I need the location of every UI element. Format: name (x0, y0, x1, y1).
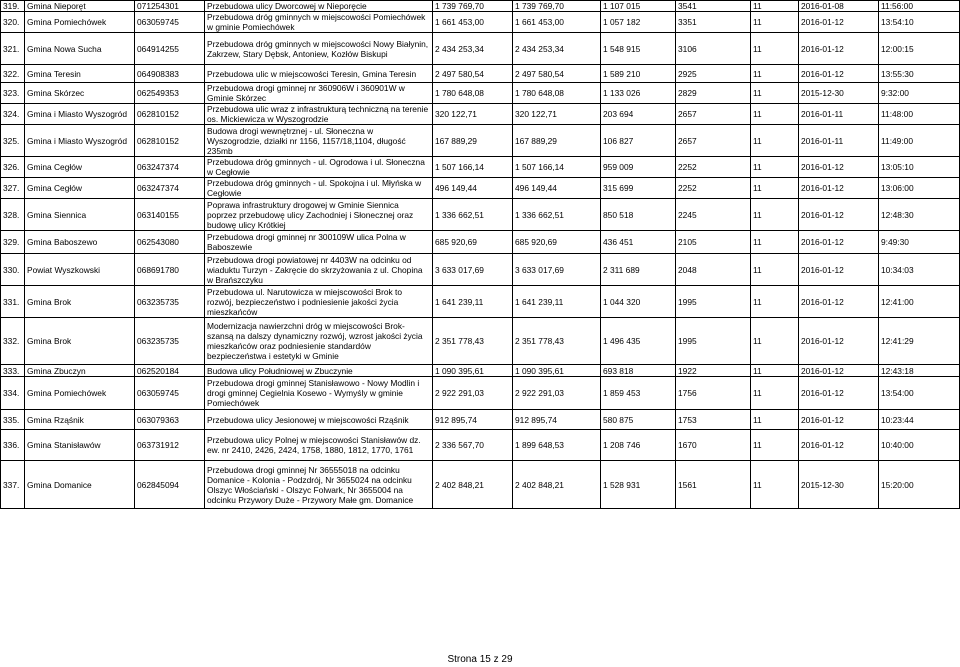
project-title-cell: Poprawa infrastruktury drogowej w Gminie Siennica poprzez przebudowę ulicy Zachodniej i Słonecznej oraz budowę ulicy Krótkiej (205, 199, 433, 231)
submission-time-cell: 11:48:00 (879, 104, 960, 125)
points-cell: 2245 (676, 199, 751, 231)
regon-cell: 062845094 (135, 461, 205, 509)
criteria-cell: 11 (751, 65, 799, 83)
criteria-cell: 11 (751, 430, 799, 461)
table-row (1, 1, 960, 12)
applicant-cell: Gmina Teresin (25, 65, 135, 83)
project-title-cell: Przebudowa ulic wraz z infrastrukturą techniczną na terenie os. Mickiewicza w Wyszogrodzie (205, 104, 433, 125)
project-title-cell: Przebudowa dróg gminnych - ul. Ogrodowa i ul. Słoneczna w Cegłowie (205, 157, 433, 178)
points-cell: 1753 (676, 410, 751, 430)
regon-cell: 062810152 (135, 104, 205, 125)
eligible-cost-cell: 912 895,74 (513, 410, 601, 430)
project-title-cell: Przebudowa ulicy Dworcowej w Nieporęcie (205, 1, 433, 12)
regon-cell: 063079363 (135, 410, 205, 430)
project-title-cell: Modernizacja nawierzchni dróg w miejscowości Brok-szansą na dalszy dynamiczny rozwój, wzrost jakości życia mieszkańców oraz podniesienie standardów bezpieczeństwa i estetyki w Gminie (205, 318, 433, 365)
table-row (1, 430, 960, 461)
row-number-cell: 337. (1, 461, 25, 509)
table-row (1, 104, 960, 125)
regon-cell: 063235735 (135, 286, 205, 318)
table-row (1, 365, 960, 377)
applicant-cell: Gmina Brok (25, 286, 135, 318)
applicant-cell: Gmina Nowa Sucha (25, 33, 135, 65)
total-cost-cell: 2 402 848,21 (433, 461, 513, 509)
total-cost-cell: 1 090 395,61 (433, 365, 513, 377)
applicant-cell: Gmina i Miasto Wyszogród (25, 125, 135, 157)
submission-time-cell: 13:54:10 (879, 12, 960, 33)
subsidy-amount-cell: 850 518 (601, 199, 676, 231)
submission-time-cell: 10:34:03 (879, 254, 960, 286)
criteria-cell: 11 (751, 178, 799, 199)
total-cost-cell: 2 922 291,03 (433, 377, 513, 410)
page-footer: Strona 15 z 29 (447, 654, 513, 665)
regon-cell: 064914255 (135, 33, 205, 65)
submission-date-cell: 2016-01-08 (799, 1, 879, 12)
criteria-cell: 11 (751, 410, 799, 430)
total-cost-cell: 496 149,44 (433, 178, 513, 199)
submission-time-cell: 12:48:30 (879, 199, 960, 231)
row-number-cell: 319. (1, 1, 25, 12)
submission-time-cell: 12:41:00 (879, 286, 960, 318)
row-number-cell: 330. (1, 254, 25, 286)
subsidy-amount-cell: 1 057 182 (601, 12, 676, 33)
subsidy-amount-cell: 436 451 (601, 231, 676, 254)
submission-time-cell: 13:55:30 (879, 65, 960, 83)
row-number-cell: 332. (1, 318, 25, 365)
eligible-cost-cell: 1 641 239,11 (513, 286, 601, 318)
criteria-cell: 11 (751, 199, 799, 231)
total-cost-cell: 1 641 239,11 (433, 286, 513, 318)
criteria-cell: 11 (751, 157, 799, 178)
eligible-cost-cell: 1 336 662,51 (513, 199, 601, 231)
project-title-cell: Przebudowa dróg gminnych w miejscowości Nowy Białynin, Zakrzew, Stary Dębsk, Antoniew, Kozłów Biskupi (205, 33, 433, 65)
table-row (1, 125, 960, 157)
points-cell: 2657 (676, 104, 751, 125)
eligible-cost-cell: 685 920,69 (513, 231, 601, 254)
submission-date-cell: 2015-12-30 (799, 83, 879, 104)
total-cost-cell: 2 497 580,54 (433, 65, 513, 83)
criteria-cell: 11 (751, 125, 799, 157)
submission-time-cell: 9:49:30 (879, 231, 960, 254)
total-cost-cell: 1 336 662,51 (433, 199, 513, 231)
total-cost-cell: 1 661 453,00 (433, 12, 513, 33)
criteria-cell: 11 (751, 12, 799, 33)
eligible-cost-cell: 2 351 778,43 (513, 318, 601, 365)
points-cell: 3351 (676, 12, 751, 33)
eligible-cost-cell: 1 739 769,70 (513, 1, 601, 12)
eligible-cost-cell: 496 149,44 (513, 178, 601, 199)
applicant-cell: Gmina i Miasto Wyszogród (25, 104, 135, 125)
criteria-cell: 11 (751, 365, 799, 377)
eligible-cost-cell: 3 633 017,69 (513, 254, 601, 286)
points-cell: 1995 (676, 286, 751, 318)
points-cell: 1756 (676, 377, 751, 410)
submission-time-cell: 13:54:00 (879, 377, 960, 410)
regon-cell: 062520184 (135, 365, 205, 377)
submission-date-cell: 2016-01-12 (799, 65, 879, 83)
table-row (1, 254, 960, 286)
subsidy-amount-cell: 580 875 (601, 410, 676, 430)
project-title-cell: Przebudowa drogi powiatowej nr 4403W na odcinku od wiaduktu Turzyn - Zakręcie do skrzyżowania z ul. Chopina w Brańszczyku (205, 254, 433, 286)
points-cell: 2657 (676, 125, 751, 157)
submission-time-cell: 11:56:00 (879, 1, 960, 12)
points-cell: 2048 (676, 254, 751, 286)
submission-date-cell: 2016-01-12 (799, 365, 879, 377)
submission-time-cell: 12:41:29 (879, 318, 960, 365)
submission-date-cell: 2016-01-12 (799, 199, 879, 231)
points-cell: 2105 (676, 231, 751, 254)
total-cost-cell: 2 434 253,34 (433, 33, 513, 65)
row-number-cell: 333. (1, 365, 25, 377)
submission-time-cell: 12:43:18 (879, 365, 960, 377)
project-title-cell: Przebudowa ulic w miejscowości Teresin, Gmina Teresin (205, 65, 433, 83)
row-number-cell: 328. (1, 199, 25, 231)
table-row (1, 83, 960, 104)
applicant-cell: Gmina Stanisławów (25, 430, 135, 461)
applicant-cell: Gmina Baboszewo (25, 231, 135, 254)
criteria-cell: 11 (751, 83, 799, 104)
total-cost-cell: 2 336 567,70 (433, 430, 513, 461)
criteria-cell: 11 (751, 1, 799, 12)
points-cell: 2925 (676, 65, 751, 83)
criteria-cell: 11 (751, 286, 799, 318)
table-body (1, 1, 960, 509)
total-cost-cell: 912 895,74 (433, 410, 513, 430)
submission-date-cell: 2016-01-12 (799, 33, 879, 65)
regon-cell: 062543080 (135, 231, 205, 254)
regon-cell: 062810152 (135, 125, 205, 157)
eligible-cost-cell: 320 122,71 (513, 104, 601, 125)
submission-date-cell: 2016-01-12 (799, 430, 879, 461)
row-number-cell: 336. (1, 430, 25, 461)
row-number-cell: 334. (1, 377, 25, 410)
eligible-cost-cell: 2 434 253,34 (513, 33, 601, 65)
applicant-cell: Gmina Zbuczyn (25, 365, 135, 377)
subsidy-amount-cell: 693 818 (601, 365, 676, 377)
total-cost-cell: 167 889,29 (433, 125, 513, 157)
subsidy-amount-cell: 1 208 746 (601, 430, 676, 461)
submission-date-cell: 2016-01-12 (799, 231, 879, 254)
regon-cell: 063247374 (135, 157, 205, 178)
subsidy-amount-cell: 1 859 453 (601, 377, 676, 410)
submission-date-cell: 2016-01-11 (799, 104, 879, 125)
submission-date-cell: 2016-01-12 (799, 410, 879, 430)
submission-date-cell: 2016-01-12 (799, 178, 879, 199)
applicant-cell: Gmina Brok (25, 318, 135, 365)
eligible-cost-cell: 1 780 648,08 (513, 83, 601, 104)
table-row (1, 65, 960, 83)
applicant-cell: Gmina Cegłów (25, 178, 135, 199)
eligible-cost-cell: 2 402 848,21 (513, 461, 601, 509)
total-cost-cell: 1 507 166,14 (433, 157, 513, 178)
project-title-cell: Przebudowa drogi gminnej nr 300109W ulica Polna w Baboszewie (205, 231, 433, 254)
regon-cell: 063731912 (135, 430, 205, 461)
table-row (1, 377, 960, 410)
project-title-cell: Przebudowa drogi gminnej nr 360906W i 360901W w Gminie Skórzec (205, 83, 433, 104)
table-row (1, 410, 960, 430)
submission-date-cell: 2016-01-11 (799, 125, 879, 157)
submission-date-cell: 2016-01-12 (799, 157, 879, 178)
regon-cell: 064908383 (135, 65, 205, 83)
project-title-cell: Przebudowa drogi gminnej Stanisławowo - Nowy Modlin i drogi gminnej Cegielnia Kosewo - Wymyśly w gminie Pomiechówek (205, 377, 433, 410)
submission-date-cell: 2016-01-12 (799, 377, 879, 410)
row-number-cell: 325. (1, 125, 25, 157)
points-cell: 2829 (676, 83, 751, 104)
total-cost-cell: 2 351 778,43 (433, 318, 513, 365)
subsidy-amount-cell: 315 699 (601, 178, 676, 199)
subsidy-amount-cell: 106 827 (601, 125, 676, 157)
applicant-cell: Powiat Wyszkowski (25, 254, 135, 286)
applicant-cell: Gmina Nieporęt (25, 1, 135, 12)
table-row (1, 12, 960, 33)
table-row (1, 178, 960, 199)
submission-date-cell: 2016-01-12 (799, 254, 879, 286)
subsidy-amount-cell: 1 548 915 (601, 33, 676, 65)
subsidy-amount-cell: 1 496 435 (601, 318, 676, 365)
submission-date-cell: 2015-12-30 (799, 461, 879, 509)
eligible-cost-cell: 1 899 648,53 (513, 430, 601, 461)
row-number-cell: 321. (1, 33, 25, 65)
regon-cell: 071254301 (135, 1, 205, 12)
applicant-cell: Gmina Siennica (25, 199, 135, 231)
applicant-cell: Gmina Pomiechówek (25, 377, 135, 410)
total-cost-cell: 3 633 017,69 (433, 254, 513, 286)
row-number-cell: 326. (1, 157, 25, 178)
row-number-cell: 331. (1, 286, 25, 318)
submission-time-cell: 13:05:10 (879, 157, 960, 178)
project-title-cell: Przebudowa ulicy Polnej w miejscowości Stanisławów dz. ew. nr 2410, 2426, 2424, 1758, 1880, 1812, 1770, 1761 (205, 430, 433, 461)
applicant-cell: Gmina Domanice (25, 461, 135, 509)
criteria-cell: 11 (751, 231, 799, 254)
submission-time-cell: 13:06:00 (879, 178, 960, 199)
eligible-cost-cell: 1 507 166,14 (513, 157, 601, 178)
points-cell: 1995 (676, 318, 751, 365)
row-number-cell: 329. (1, 231, 25, 254)
points-cell: 1561 (676, 461, 751, 509)
project-title-cell: Budowa ulicy Południowej w Zbuczynie (205, 365, 433, 377)
points-cell: 1670 (676, 430, 751, 461)
project-title-cell: Przebudowa ul. Narutowicza w miejscowości Brok to rozwój, bezpieczeństwo i podniesienie jakości życia mieszkańców (205, 286, 433, 318)
submission-time-cell: 10:23:44 (879, 410, 960, 430)
subsidy-amount-cell: 203 694 (601, 104, 676, 125)
total-cost-cell: 320 122,71 (433, 104, 513, 125)
eligible-cost-cell: 2 922 291,03 (513, 377, 601, 410)
eligible-cost-cell: 167 889,29 (513, 125, 601, 157)
points-cell: 2252 (676, 178, 751, 199)
table-row (1, 286, 960, 318)
project-title-cell: Przebudowa drogi gminnej Nr 36555018 na odcinku Domanice - Kolonia - Podzdrój, Nr 3655024 na odcinku Olszyc Włościański - Olszyc Folwark, Nr 3655004 na odcinku Przywory Duże - Przywory Małe gm. Domanice (205, 461, 433, 509)
subsidy-amount-cell: 1 133 026 (601, 83, 676, 104)
project-title-cell: Budowa drogi wewnętrznej - ul. Słoneczna w Wyszogrodzie, działki nr 1156, 1157/18,1104, długość 235mb (205, 125, 433, 157)
submission-time-cell: 15:20:00 (879, 461, 960, 509)
row-number-cell: 327. (1, 178, 25, 199)
points-cell: 1922 (676, 365, 751, 377)
total-cost-cell: 1 739 769,70 (433, 1, 513, 12)
table-row (1, 231, 960, 254)
regon-cell: 063140155 (135, 199, 205, 231)
regon-cell: 063059745 (135, 12, 205, 33)
row-number-cell: 320. (1, 12, 25, 33)
total-cost-cell: 685 920,69 (433, 231, 513, 254)
criteria-cell: 11 (751, 104, 799, 125)
criteria-cell: 11 (751, 377, 799, 410)
table-row (1, 199, 960, 231)
row-number-cell: 323. (1, 83, 25, 104)
eligible-cost-cell: 2 497 580,54 (513, 65, 601, 83)
subsidy-amount-cell: 1 589 210 (601, 65, 676, 83)
submission-time-cell: 9:32:00 (879, 83, 960, 104)
subsidy-amount-cell: 1 528 931 (601, 461, 676, 509)
criteria-cell: 11 (751, 33, 799, 65)
submission-date-cell: 2016-01-12 (799, 12, 879, 33)
submission-time-cell: 10:40:00 (879, 430, 960, 461)
eligible-cost-cell: 1 090 395,61 (513, 365, 601, 377)
project-title-cell: Przebudowa ulicy Jesionowej w miejscowości Rząśnik (205, 410, 433, 430)
submission-time-cell: 11:49:00 (879, 125, 960, 157)
submission-date-cell: 2016-01-12 (799, 286, 879, 318)
submission-date-cell: 2016-01-12 (799, 318, 879, 365)
table-row (1, 461, 960, 509)
total-cost-cell: 1 780 648,08 (433, 83, 513, 104)
eligible-cost-cell: 1 661 453,00 (513, 12, 601, 33)
row-number-cell: 324. (1, 104, 25, 125)
points-cell: 2252 (676, 157, 751, 178)
table-row (1, 157, 960, 178)
project-title-cell: Przebudowa dróg gminnych w miejscowości Pomiechówek w gminie Pomiechówek (205, 12, 433, 33)
submission-time-cell: 12:00:15 (879, 33, 960, 65)
project-title-cell: Przebudowa dróg gminnych - ul. Spokojna i ul. Młyńska w Cegłowie (205, 178, 433, 199)
subsidy-amount-cell: 2 311 689 (601, 254, 676, 286)
applicant-cell: Gmina Cegłów (25, 157, 135, 178)
subsidy-amount-cell: 1 044 320 (601, 286, 676, 318)
applicant-cell: Gmina Skórzec (25, 83, 135, 104)
points-cell: 3541 (676, 1, 751, 12)
criteria-cell: 11 (751, 318, 799, 365)
applicant-cell: Gmina Pomiechówek (25, 12, 135, 33)
table-row (1, 318, 960, 365)
regon-cell: 063059745 (135, 377, 205, 410)
regon-cell: 068691780 (135, 254, 205, 286)
row-number-cell: 322. (1, 65, 25, 83)
regon-cell: 062549353 (135, 83, 205, 104)
subsidy-amount-cell: 959 009 (601, 157, 676, 178)
regon-cell: 063247374 (135, 178, 205, 199)
row-number-cell: 335. (1, 410, 25, 430)
subsidy-amount-cell: 1 107 015 (601, 1, 676, 12)
applicant-cell: Gmina Rząśnik (25, 410, 135, 430)
points-cell: 3106 (676, 33, 751, 65)
criteria-cell: 11 (751, 461, 799, 509)
table-row (1, 33, 960, 65)
criteria-cell: 11 (751, 254, 799, 286)
regon-cell: 063235735 (135, 318, 205, 365)
